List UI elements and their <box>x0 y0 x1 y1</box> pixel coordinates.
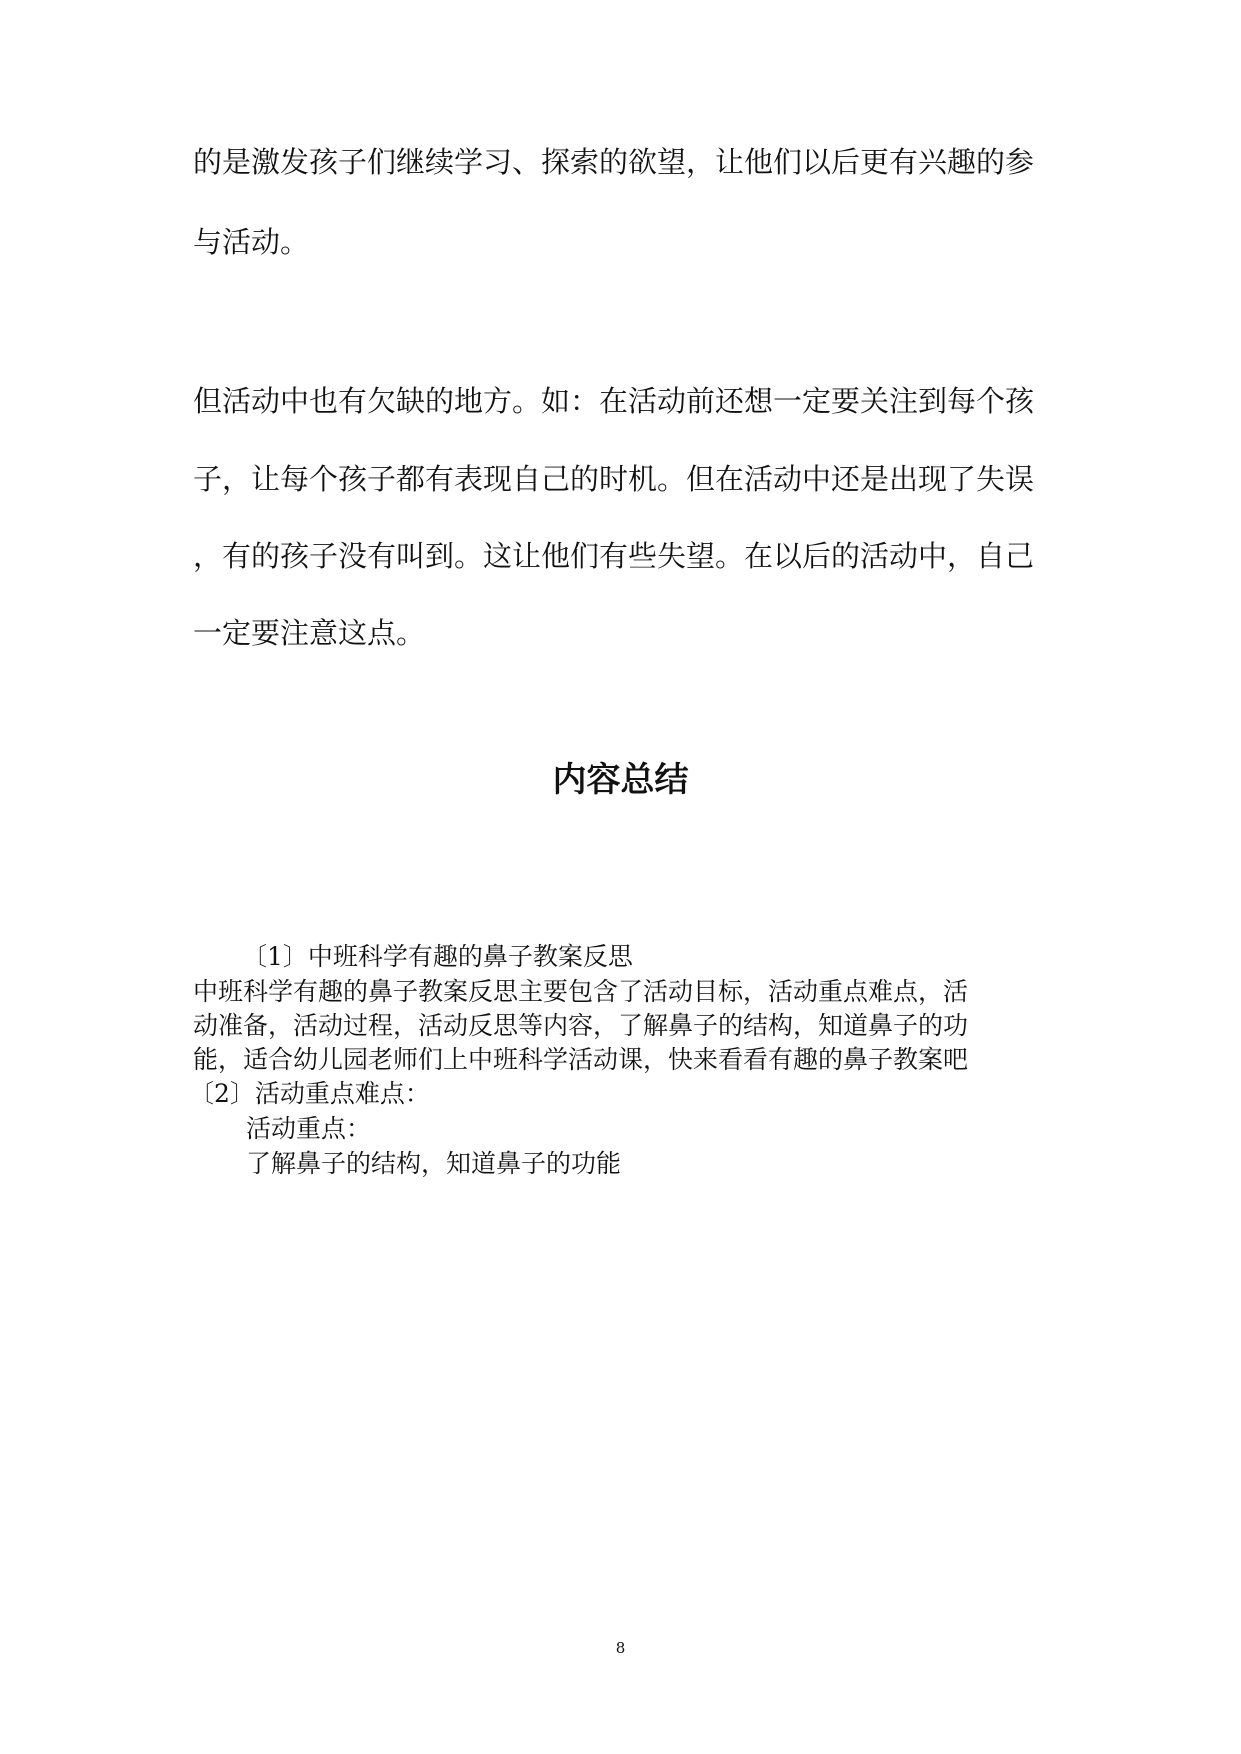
paragraph-2-line-4: 一定要注意这点。 <box>193 616 426 650</box>
summary-item-1-line-2: 动准备，活动过程，活动反思等内容，了解鼻子的结构，知道鼻子的功 <box>193 1011 969 1040</box>
paragraph-2-line-1: 但活动中也有欠缺的地方。如：在活动前还想一定要关注到每个孩 <box>193 384 1035 418</box>
summary-item-2-title: 〔2〕活动重点难点： <box>189 1079 430 1108</box>
page-number: 8 <box>615 1639 626 1657</box>
paragraph-2-line-2: 子，让每个孩子都有表现自己的时机。但在活动中还是出现了失误 <box>193 462 1035 496</box>
summary-item-1-title: 〔1〕中班科学有趣的鼻子教案反思 <box>242 942 633 971</box>
paragraph-1-line-1: 的是激发孩子们继续学习、探索的欲望，让他们以后更有兴趣的参 <box>193 145 1035 179</box>
summary-item-2-sub-text: 了解鼻子的结构，知道鼻子的功能 <box>246 1149 622 1178</box>
summary-item-2-sub-label: 活动重点： <box>246 1114 372 1143</box>
summary-item-1-line-1: 中班科学有趣的鼻子教案反思主要包含了活动目标，活动重点难点，活 <box>193 977 969 1006</box>
paragraph-1-line-2: 与活动。 <box>193 225 310 259</box>
paragraph-2-line-3: ，有的孩子没有叫到。这让他们有些失望。在以后的活动中，自己 <box>193 539 1035 573</box>
summary-item-1-line-3: 能，适合幼儿园老师们上中班科学活动课，快来看看有趣的鼻子教案吧 <box>193 1045 969 1074</box>
summary-heading: 内容总结 <box>552 760 689 800</box>
